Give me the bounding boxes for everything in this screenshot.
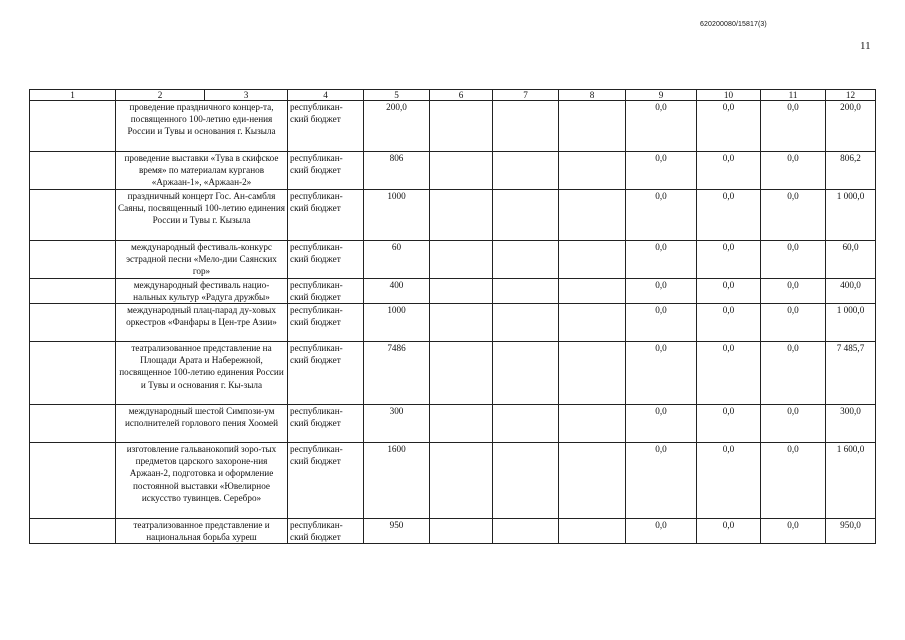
cell-col6 [430,342,493,405]
cell-col5: 400 [364,278,430,303]
cell-col11: 0,0 [761,101,826,152]
cell-col9: 0,0 [626,189,697,240]
cell-col6 [430,519,493,544]
cell-col9: 0,0 [626,152,697,190]
cell-col6 [430,101,493,152]
cell-col11: 0,0 [761,342,826,405]
cell-funding-source: республикан-ский бюджет [288,152,364,190]
cell-col1 [30,189,116,240]
cell-col12: 60,0 [826,240,876,278]
cell-col10: 0,0 [697,278,761,303]
cell-col12: 200,0 [826,101,876,152]
column-header: 1 [30,90,116,101]
cell-col8 [559,189,626,240]
table-row [30,101,876,152]
column-header: 3 [205,90,288,101]
cell-col8 [559,278,626,303]
cell-col1 [30,304,116,342]
cell-col12: 950,0 [826,519,876,544]
cell-col8 [559,304,626,342]
table-body [30,101,876,544]
cell-col5: 1600 [364,443,430,519]
cell-description: международный плац-парад ду-ховых оркестров «Фанфары в Цен-тре Азии» [116,304,288,342]
table-row [30,405,876,443]
table-row [30,240,876,278]
cell-col1 [30,342,116,405]
cell-col10: 0,0 [697,405,761,443]
cell-col5: 1000 [364,304,430,342]
table-row [30,278,876,303]
cell-col8 [559,519,626,544]
cell-col11: 0,0 [761,443,826,519]
cell-col9: 0,0 [626,304,697,342]
column-header: 7 [493,90,559,101]
column-header: 5 [364,90,430,101]
cell-col7 [493,240,559,278]
cell-col6 [430,152,493,190]
page-number: 11 [860,40,871,52]
cell-description: проведение выставки «Тува в скифское время» по материалам курганов «Аржаан-1», «Аржаан-2» [116,152,288,190]
cell-col7 [493,519,559,544]
cell-col7 [493,405,559,443]
cell-col10: 0,0 [697,443,761,519]
cell-col5: 200,0 [364,101,430,152]
cell-description: театрализованное представление и национальная борьба хуреш [116,519,288,544]
table-row [30,342,876,405]
cell-col11: 0,0 [761,152,826,190]
cell-funding-source: республикан-ский бюджет [288,443,364,519]
cell-col5: 806 [364,152,430,190]
cell-col6 [430,278,493,303]
column-header: 8 [559,90,626,101]
cell-col6 [430,189,493,240]
cell-col9: 0,0 [626,278,697,303]
cell-col1 [30,240,116,278]
cell-col12: 806,2 [826,152,876,190]
cell-col1 [30,278,116,303]
cell-col1 [30,152,116,190]
cell-funding-source: республикан-ский бюджет [288,240,364,278]
cell-col6 [430,240,493,278]
cell-col7 [493,101,559,152]
cell-description: изготовление гальванокопий зоро-тых предметов царского захороне-ния Аржаан-2, подготовка и оформление постоянной выставки «Ювелирное искусство тувинцев. Серебро» [116,443,288,519]
cell-col1 [30,443,116,519]
cell-col12: 300,0 [826,405,876,443]
column-header: 6 [430,90,493,101]
cell-col10: 0,0 [697,152,761,190]
cell-col9: 0,0 [626,443,697,519]
cell-col7 [493,278,559,303]
cell-col12: 7 485,7 [826,342,876,405]
cell-col1 [30,519,116,544]
cell-col11: 0,0 [761,519,826,544]
cell-col9: 0,0 [626,240,697,278]
cell-col1 [30,101,116,152]
cell-col8 [559,101,626,152]
cell-col5: 950 [364,519,430,544]
cell-col11: 0,0 [761,189,826,240]
cell-col8 [559,152,626,190]
column-header: 4 [288,90,364,101]
column-header: 9 [626,90,697,101]
cell-col5: 60 [364,240,430,278]
table-row [30,519,876,544]
cell-col10: 0,0 [697,101,761,152]
cell-col9: 0,0 [626,101,697,152]
cell-col1 [30,405,116,443]
cell-col8 [559,342,626,405]
cell-funding-source: республикан-ский бюджет [288,519,364,544]
column-header: 12 [826,90,876,101]
cell-description: театрализованное представление на Площади Арата и Набережной, посвященное 100-летию единения России и Тувы и основания г. Кы-зыла [116,342,288,405]
cell-col12: 1 600,0 [826,443,876,519]
column-header: 10 [697,90,761,101]
cell-description: праздничный концерт Гос. Ан-самбля Саяны, посвященный 100-летию единения России и Тувы г. Кызыла [116,189,288,240]
cell-col12: 1 000,0 [826,304,876,342]
cell-col6 [430,443,493,519]
cell-col7 [493,189,559,240]
cell-col10: 0,0 [697,189,761,240]
cell-col11: 0,0 [761,278,826,303]
cell-funding-source: республикан-ский бюджет [288,342,364,405]
cell-description: международный фестиваль нацио-нальных культур «Радуга дружбы» [116,278,288,303]
column-header: 2 [116,90,205,101]
cell-col7 [493,443,559,519]
table-row [30,443,876,519]
cell-col12: 400,0 [826,278,876,303]
cell-col10: 0,0 [697,240,761,278]
cell-col5: 1000 [364,189,430,240]
cell-funding-source: республикан-ский бюджет [288,189,364,240]
cell-col9: 0,0 [626,405,697,443]
cell-col12: 1 000,0 [826,189,876,240]
table-row [30,152,876,190]
cell-funding-source: республикан-ский бюджет [288,278,364,303]
cell-col11: 0,0 [761,405,826,443]
column-number-row [30,90,876,101]
cell-col7 [493,342,559,405]
cell-description: международный фестиваль-конкурс эстрадной песни «Мело-дии Саянских гор» [116,240,288,278]
table-row [30,189,876,240]
cell-col5: 300 [364,405,430,443]
column-header: 11 [761,90,826,101]
cell-col8 [559,443,626,519]
cell-col6 [430,405,493,443]
document-id: 620200080/15817(3) [700,21,767,28]
cell-description: международный шестой Симпози-ум исполнителей горлового пения Хоомей [116,405,288,443]
cell-col9: 0,0 [626,519,697,544]
cell-col10: 0,0 [697,519,761,544]
cell-description: проведение праздничного концер-та, посвященного 100-летию еди-нения России и Тувы и основания г. Кызыла [116,101,288,152]
cell-col8 [559,405,626,443]
cell-col10: 0,0 [697,304,761,342]
cell-col11: 0,0 [761,304,826,342]
cell-col6 [430,304,493,342]
cell-funding-source: республикан-ский бюджет [288,101,364,152]
cell-funding-source: республикан-ский бюджет [288,405,364,443]
cell-funding-source: республикан-ский бюджет [288,304,364,342]
cell-col7 [493,304,559,342]
cell-col5: 7486 [364,342,430,405]
cell-col7 [493,152,559,190]
budget-table [29,89,876,544]
cell-col9: 0,0 [626,342,697,405]
cell-col10: 0,0 [697,342,761,405]
cell-col8 [559,240,626,278]
table-row [30,304,876,342]
cell-col11: 0,0 [761,240,826,278]
